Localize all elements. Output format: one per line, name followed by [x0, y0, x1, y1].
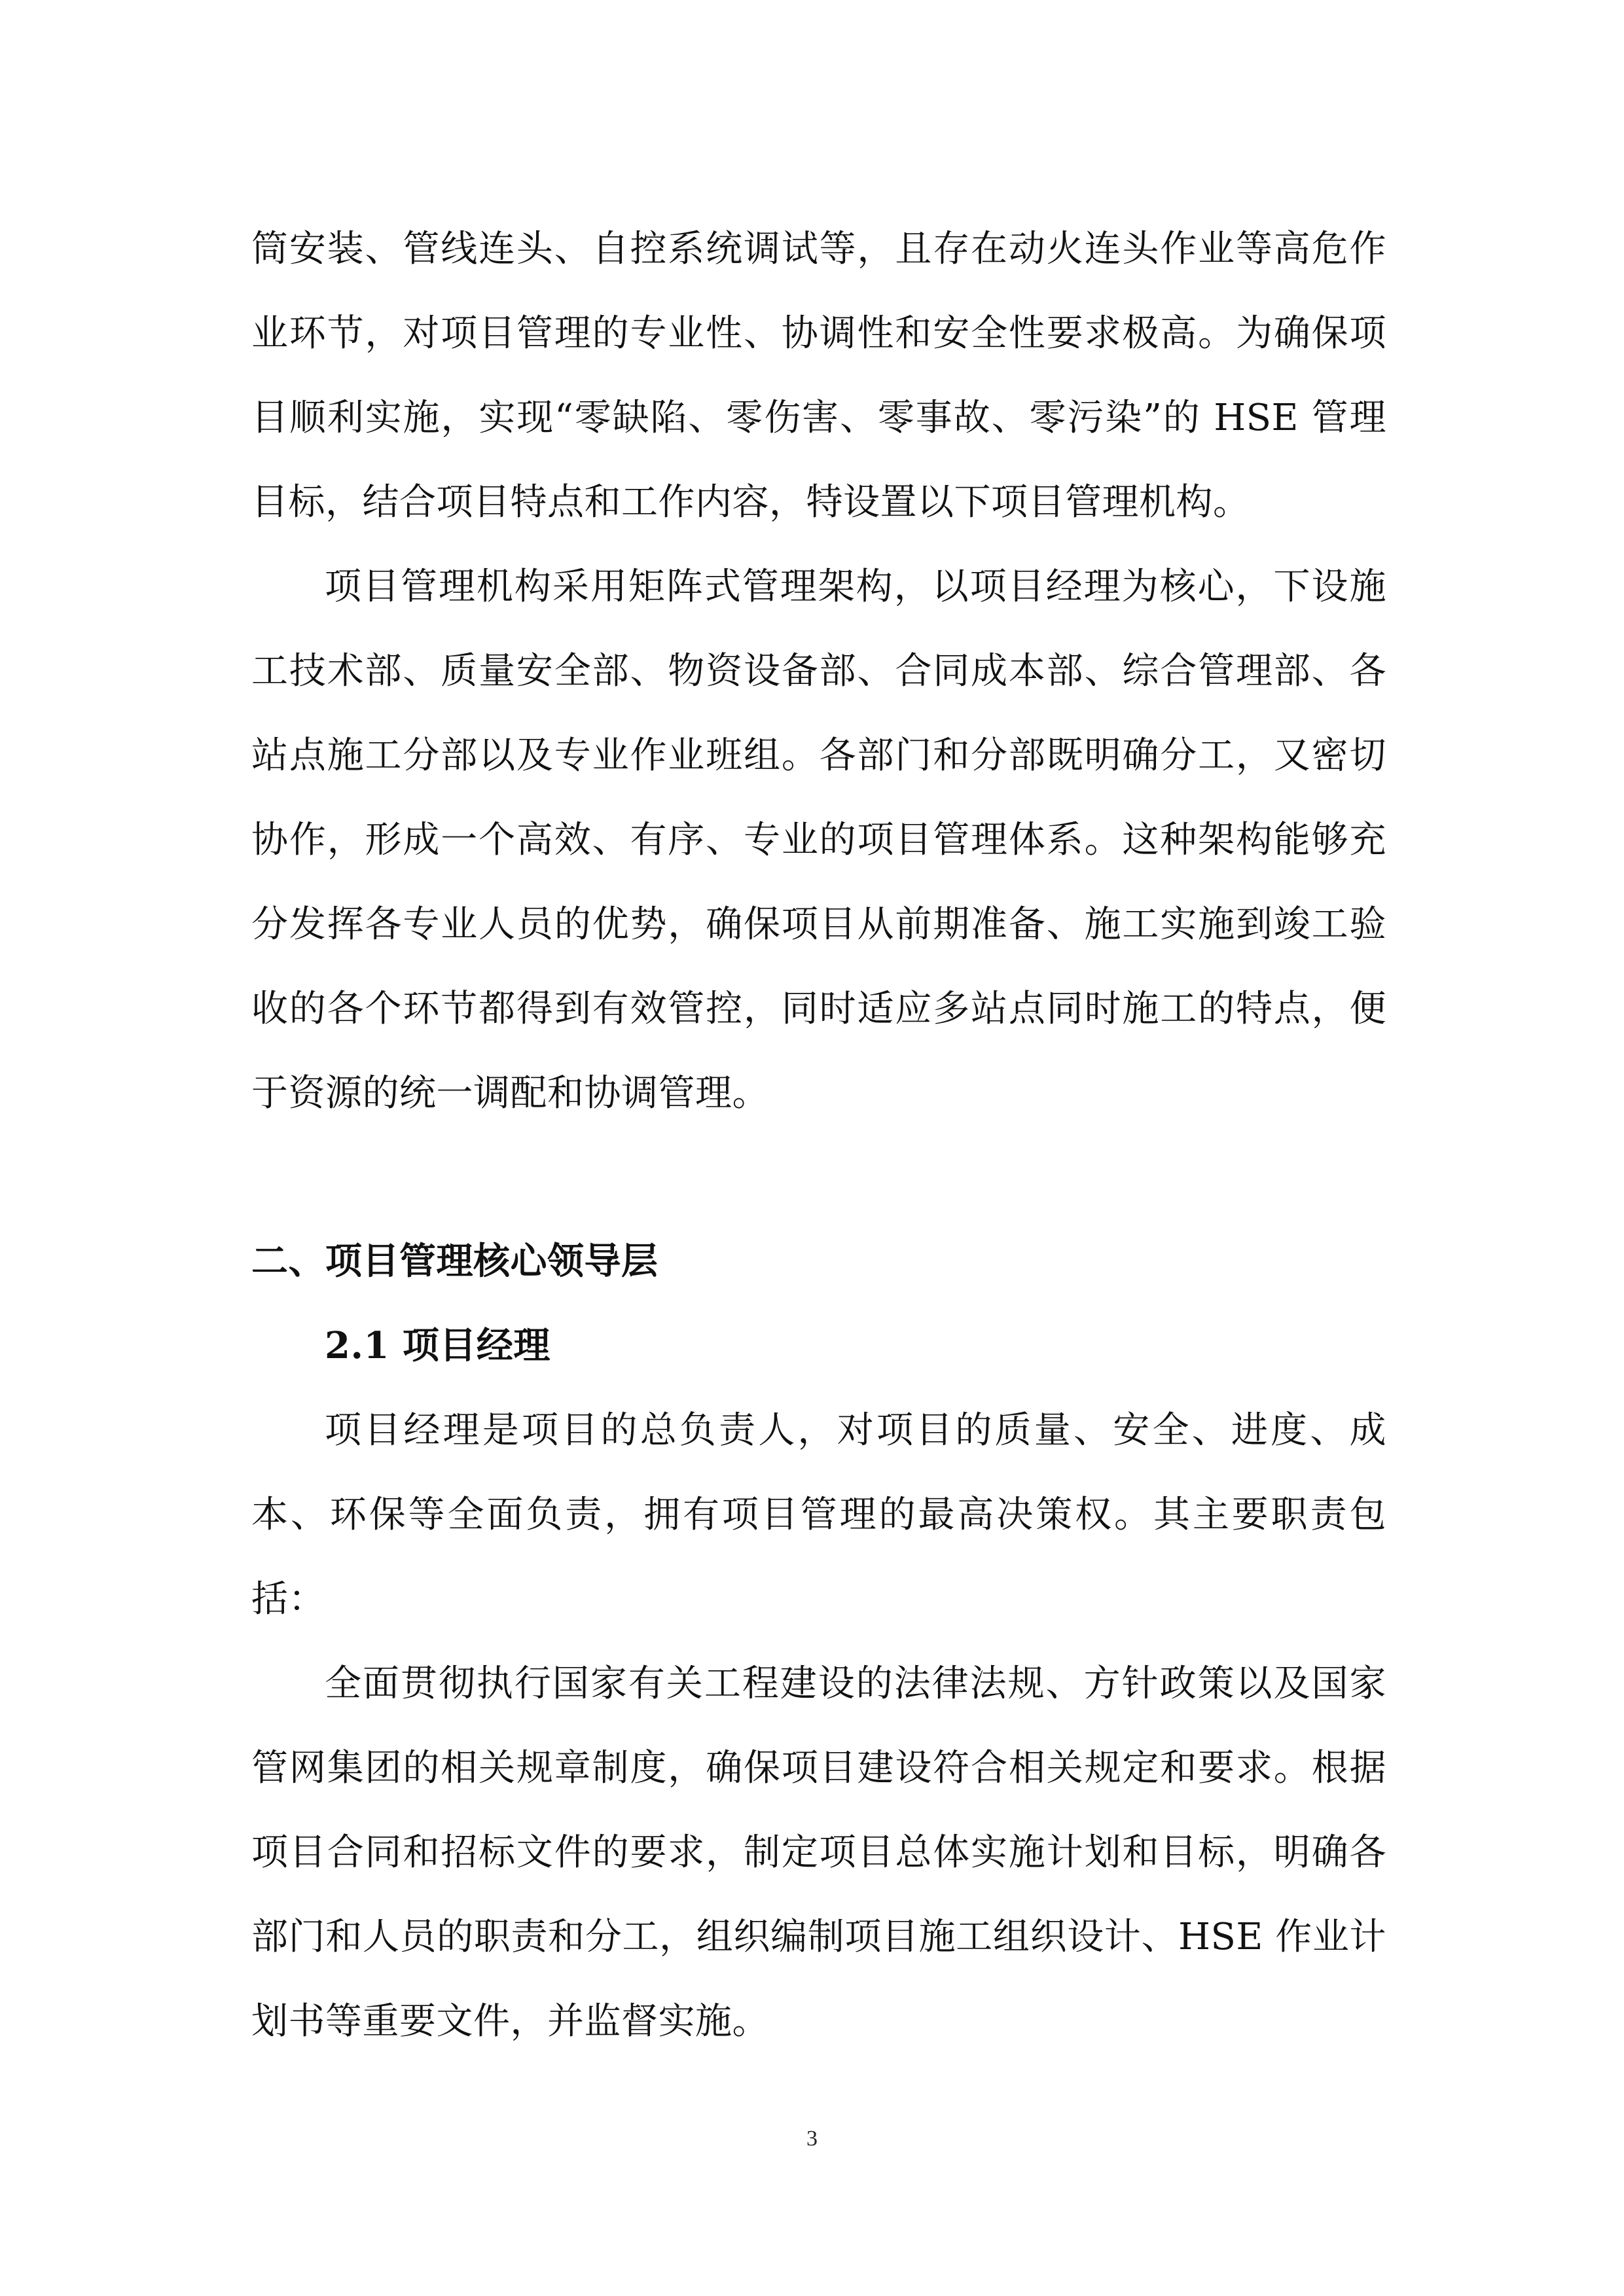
section-heading: 二、项目管理核心领导层: [251, 1240, 659, 1283]
body-paragraph-continuation: 筒安装、管线连头、自控系统调试等，且存在动火连头作业等高危作业环节，对项目管理的专业性、协调性和安全性要求极高。为确保项目顺利实施，实现“零缺陷、零伤害、零事故、零污染”的 HSE 管理目标，结合项目特点和工作内容，特设置以下项目管理机构。: [251, 228, 1386, 524]
page-body: [251, 207, 1386, 2064]
body-paragraph-manager-duties: 全面贯彻执行国家有关工程建设的法律法规、方针政策以及国家管网集团的相关规章制度，确保项目建设符合相关规定和要求。根据项目合同和招标文件的要求，制定项目总体实施计划和目标，明确各部门和人员的职责和分工，组织编制项目施工组织设计、HSE 作业计划书等重要文件，并监督实施。: [251, 1662, 1386, 2043]
body-paragraph-manager-role: 项目经理是项目的总负责人，对项目的质量、安全、进度、成本、环保等全面负责，拥有项目管理的最高决策权。其主要职责包括：: [251, 1409, 1386, 1621]
subsection-heading: 2.1 项目经理: [325, 1324, 550, 1367]
body-paragraph-structure: 项目管理机构采用矩阵式管理架构，以项目经理为核心，下设施工技术部、质量安全部、物资设备部、合同成本部、综合管理部、各站点施工分部以及专业作业班组。各部门和分部既明确分工，又密切协作，形成一个高效、有序、专业的项目管理体系。这种架构能够充分发挥各专业人员的优势，确保项目从前期准备、施工实施到竣工验收的各个环节都得到有效管控，同时适应多站点同时施工的特点，便于资源的统一调配和协调管理。: [251, 565, 1386, 1115]
page-number: 3: [806, 2126, 818, 2151]
